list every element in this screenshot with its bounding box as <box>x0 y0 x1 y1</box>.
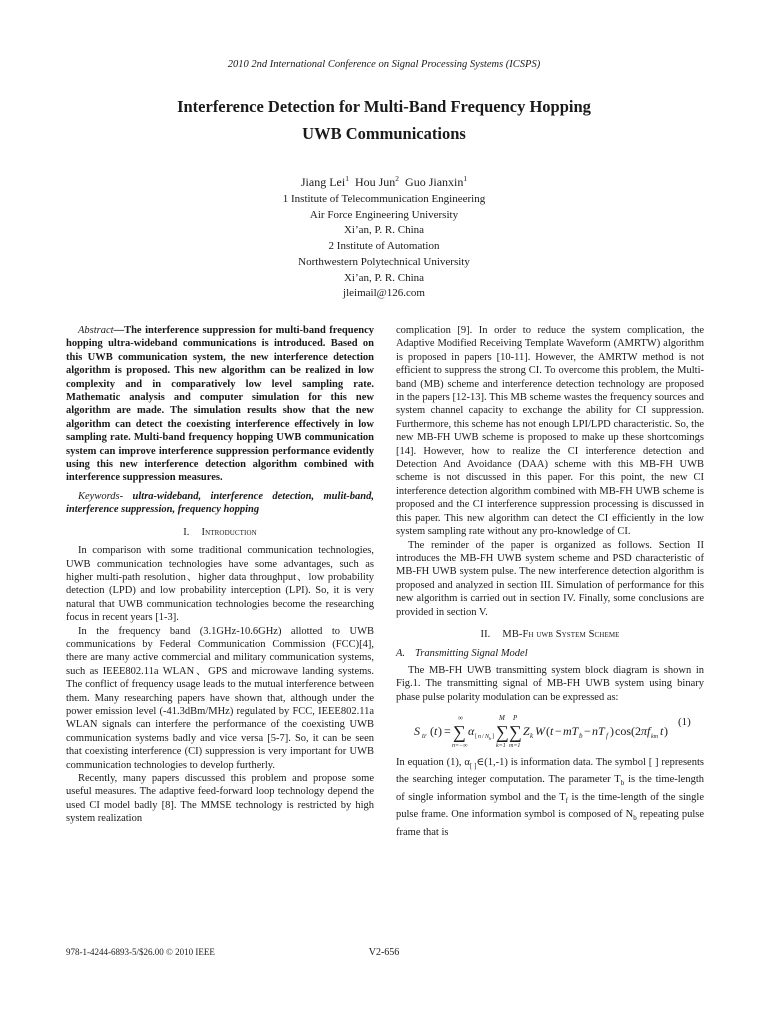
title-line-2: UWB Communications <box>302 124 466 143</box>
intro-paragraph-2: In the frequency band (3.1GHz-10.6GHz) allotted to UWB communications by Federal Communication Commission (FCC)[4], there are many active commercial and military communication systems, such as IEEE802.11a WLAN、GPS and microwave landing systems. The conflict of frequency usage leads to the mutual interference between them. Many researching papers have shown that, although under the power emission level (-41.3dBm/MHz) regulated by FCC, IEEE802.11a WLAN signals can interfere the performance of the coexisting UWB communication systems badly and vice versa [5-7]. So, it can be seen that coexisting interference (CI) suppression is very important for UWB communication technologies to develop furtherly. <box>66 625 374 771</box>
abstract <box>66 324 374 485</box>
intro-paragraph-3: Recently, many papers discussed this problem and propose some useful measures. The adaptive feed-forward loop technology depend the used CI model badly [8]. The MMSE technology is restricted by high system realization <box>66 773 374 825</box>
affiliation-line: 2 Institute of Automation <box>328 240 440 253</box>
keywords-lead: Keywords- <box>78 490 124 502</box>
svg-text:k: k <box>530 731 534 740</box>
svg-text:S: S <box>414 723 420 738</box>
keywords <box>66 490 374 517</box>
svg-text:/: / <box>482 733 484 740</box>
svg-text:Z: Z <box>523 723 530 738</box>
svg-text:b: b <box>489 735 492 741</box>
author-affil-mark: 1 <box>345 174 349 183</box>
affiliation-line: Air Force Engineering University <box>309 208 459 221</box>
paper-title <box>0 93 768 147</box>
abstract-lead: Abstract <box>78 325 114 336</box>
svg-text:−: − <box>555 723 562 738</box>
author-affil-mark: 2 <box>395 174 400 183</box>
section-title: MB-Fh uwb System Scheme <box>502 628 620 640</box>
svg-text:M: M <box>499 713 505 722</box>
section-number: II. <box>480 628 491 640</box>
svg-text:t: t <box>660 723 664 738</box>
keywords-text: ultra-wideband, interference detection, mulit-band, interference suppression, frequency hopping <box>66 490 374 516</box>
svg-text:[: [ <box>475 733 477 740</box>
affiliation-line: Northwestern Polytechnical University <box>298 255 470 268</box>
subsection-number: A. <box>396 648 406 660</box>
svg-text:nT: nT <box>592 723 605 738</box>
abstract-text: —The interference suppression for multi-band frequency hopping ultra-wideband communications is introduced. Based on this UWB communication system, the new interference detection algorithm is proposed. This new algorithm can be realized in low complexity and in comparatively low level sampling rate. Mathematic analysis and computer simulation for this new algorithm are made. The simulation results show that the new algorithm can detect the coexisting interference effectively in low sampling rate. Multi-band frequency hopping UWB communication system can improve interference suppression performance evidently using this new interference detection algorithm combined with interference suppression measures. <box>66 325 374 484</box>
svg-text:): ) <box>610 723 614 738</box>
scheme-paragraph-2 <box>396 756 704 839</box>
section-heading-scheme <box>396 628 704 641</box>
subscript: f <box>565 797 568 806</box>
scheme-text: ∈(1,-1) is information data. The symbol [ ] represents the searching integer computation. The parameter T <box>396 756 704 786</box>
scheme-text: repeating pulse frame that is <box>396 809 704 838</box>
conference-header: 2010 2nd International Conference on Signal Processing Systems (ICSPS) <box>227 59 541 70</box>
svg-text:∑: ∑ <box>496 721 509 742</box>
scheme-text: In equation (1), α <box>396 756 470 768</box>
svg-text:tr: tr <box>422 731 427 740</box>
svg-text:−: − <box>584 723 591 738</box>
author-affil-mark: 1 <box>463 174 468 183</box>
section-title: Introduction <box>201 526 257 538</box>
scheme-paragraph-1: The MB-FH UWB transmitting system block diagram is shown in Fig.1. The transmitting signal of MB-FH UWB system using binary phase pulse polarity modulation can be expressed as: <box>396 664 704 703</box>
intro-paragraph-organization: The reminder of the paper is organized as follows. Section II introduces the MB-FH UWB system scheme and PSD characteristic of MB-FH UWB system pulse. The new interference detection algorithm is proposed and analyzed in section III. Simulation of performance for this new algorithm is carried out in section IV. Finally, some conclusions are provided in section V. <box>396 539 704 618</box>
svg-text:α: α <box>468 723 475 738</box>
footer-copyright: 978-1-4244-6893-5/$26.00 © 2010 IEEE <box>66 947 215 957</box>
svg-text:n=−∞: n=−∞ <box>452 742 468 749</box>
title-line-1: Interference Detection for Multi-Band Frequency Hopping <box>177 97 591 116</box>
svg-text:∞: ∞ <box>458 713 463 722</box>
affiliations <box>0 192 768 302</box>
affiliation-line: 1 Institute of Telecommunication Engineering <box>282 193 486 205</box>
affiliation-line: Xi’an, P. R. China <box>343 224 425 237</box>
left-column <box>66 324 374 826</box>
right-column <box>396 324 704 839</box>
affiliation-line: Xi’an, P. R. China <box>343 271 425 284</box>
equation-1 <box>396 708 704 752</box>
svg-text:W: W <box>535 723 545 738</box>
svg-text:b: b <box>579 731 583 740</box>
subscript: b <box>620 779 625 788</box>
author-list <box>0 174 768 190</box>
footer-page-number: V2-656 <box>368 947 400 958</box>
svg-text:t: t <box>550 723 554 738</box>
scheme-text: is the time-length of the single pulse frame. One information symbol is composed of N <box>396 791 704 821</box>
intro-paragraph-1: In comparison with some traditional communication technologies, UWB communication technologies have some advantages, such as higher multi-path resolution、higher data throughput、low probability detection (LPD) and low probability interception (LPI). So, it is very natural that UWB communication technologies become the researching focus in recent years [1-3]. <box>66 545 374 624</box>
svg-text:∑: ∑ <box>509 721 522 742</box>
svg-text:m=1: m=1 <box>509 742 521 749</box>
author-email: jleimail@126.com <box>343 287 425 300</box>
svg-text:n: n <box>478 733 481 740</box>
intro-paragraph-3-continued: complication [9]. In order to reduce the system complication, the Adaptive Modified Receiving Template Waveform (AMRTW) algorithm is proposed in papers [10-11]. However, the AMRTW method is not efficient to suppress the strong CI. To overcome this problem, the Multi-band (MB) scheme and interference detection technology are proposed in the papers [12-13]. This MB scheme wastes the frequency sources and system channel capacity to exchange the ability for CI suppression. Furthermore, this scheme has not enough LPI/LPD characteristic. So, the new MB-FH UWB scheme is proposed to make up these shortcomings [14]. However, how to realize the CI interference detection and Detection And Avoidance (DAA) scheme with this MB-FH UWB scheme is not discussed in this paper. For this point, the new CI interference detection algorithm combined with MB-FH UWB scheme is proposed and the CI interference suppression processing is discussed in this paper. This new algorithm can detect the CI efficiently in the low system sampling rate without any pro-knowledge of CI. <box>396 325 704 538</box>
subsection-heading <box>396 647 704 660</box>
svg-text:∑: ∑ <box>453 721 466 742</box>
svg-text:=: = <box>444 723 451 738</box>
svg-text:P: P <box>513 713 518 722</box>
svg-text:k=1: k=1 <box>496 742 506 749</box>
author-name: Guo Jianxin <box>405 175 464 189</box>
svg-text:(: ( <box>430 723 434 738</box>
subscript: b <box>633 814 637 823</box>
subsection-title: Transmitting Signal Model <box>415 648 528 660</box>
section-heading-introduction <box>66 526 374 539</box>
svg-text:mT: mT <box>563 723 579 738</box>
svg-text:cos(2: cos(2 <box>615 723 641 738</box>
author-name: Hou Jun <box>354 175 396 189</box>
svg-text:t: t <box>434 723 438 738</box>
subscript: [ ] <box>469 762 477 771</box>
scheme-text: is the time-length of single information symbol and the T <box>396 774 704 803</box>
svg-text:f: f <box>606 731 608 740</box>
svg-text:N: N <box>485 733 490 740</box>
section-number: I. <box>183 526 190 538</box>
svg-text:): ) <box>438 723 442 738</box>
equation-number: (1) <box>678 715 691 728</box>
svg-text:]: ] <box>492 733 494 740</box>
svg-text:(: ( <box>546 723 550 738</box>
svg-text:): ) <box>664 723 668 738</box>
svg-text:km: km <box>651 733 658 740</box>
equation-1-formula <box>396 708 704 752</box>
svg-text:πf: πf <box>641 723 651 738</box>
author-name: Jiang Lei <box>300 175 346 189</box>
